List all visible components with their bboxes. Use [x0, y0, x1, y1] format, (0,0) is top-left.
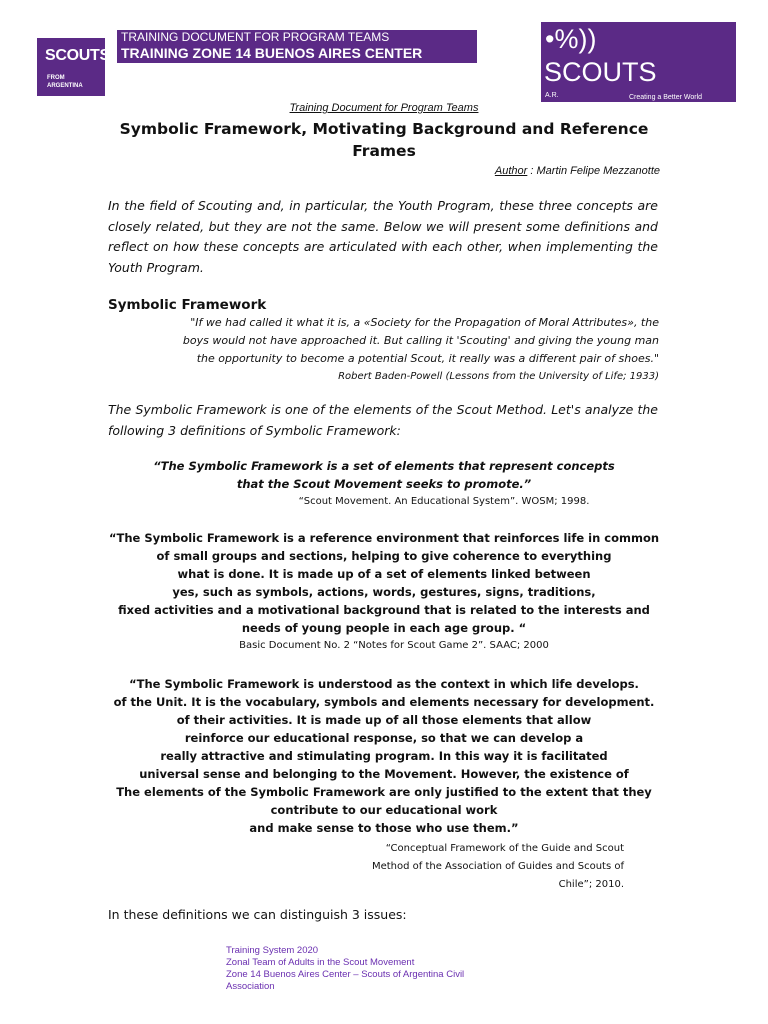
header-banner [117, 30, 477, 63]
definition-line: The elements of the Symbolic Framework are only justified to the extent that they [116, 785, 652, 799]
source-line: Method of the Association of Guides and Scouts of [371, 861, 624, 872]
definition-source: “Scout Movement. An Educational System”. WOSM; 1998. [298, 496, 590, 507]
author-separator: : [527, 165, 537, 177]
intro-paragraph: In the field of Scouting and, in particular, the Youth Program, these three concepts are closely related, but they are not the same. Below we will present some definitions and reflect on how these concepts are articulated with each other, when implementing the Youth Program. [108, 198, 658, 275]
quote-source: Robert Baden-Powell (Lessons from the University of Life; 1933) [338, 371, 659, 382]
definition-line: fixed activities and a motivational background that is related to the interests and [118, 603, 650, 617]
footer-line: Association [226, 981, 275, 992]
definition-line: of their activities. It is made up of all those elements that allow [176, 713, 592, 727]
definition-line: of small groups and sections, helping to give coherence to everything [156, 549, 612, 563]
logo-left-subtitle [47, 74, 83, 90]
issues-line: In these definitions we can distinguish 3 issues: [108, 907, 407, 922]
brand-symbol: •%)) [545, 24, 597, 54]
logo-left-line2: ARGENTINA [47, 83, 83, 89]
source-line: Chile”; 2010. [558, 879, 624, 890]
baden-powell-quote [108, 314, 659, 386]
definition-source [324, 840, 624, 894]
title-line1: Symbolic Framework, Motivating Background and Reference [119, 120, 649, 138]
definition-1 [80, 457, 688, 510]
method-paragraph: The Symbolic Framework is one of the elements of the Scout Method. Let's analyze the following 3 definitions of Symbolic Framework: [108, 402, 658, 438]
title-line2: Frames [352, 142, 416, 160]
source-line: “Conceptual Framework of the Guide and Scout [385, 843, 624, 854]
definition-line: that the Scout Movement seeks to promote.” [236, 477, 532, 491]
document-subtitle: Training Document for Program Teams [289, 102, 479, 114]
definition-line: universal sense and belonging to the Movement. However, the existence of [139, 767, 629, 781]
scouts-brand-logo [541, 22, 736, 102]
quote-line: "If we had called it what it is, a «Society for the Propagation of Moral Attributes», the [190, 316, 659, 329]
brand-word: SCOUTS [544, 57, 657, 87]
definition-line: yes, such as symbols, actions, words, gestures, signs, traditions, [172, 585, 596, 599]
quote-line: the opportunity to become a potential Scout, it really was a different pair of shoes." [196, 352, 659, 365]
definition-line: “The Symbolic Framework is a reference environment that reinforces life in common [108, 531, 660, 545]
footer-line: Zone 14 Buenos Aires Center – Scouts of Argentina Civil [226, 969, 465, 980]
page-footer [226, 945, 506, 993]
definition-line: what is done. It is made up of a set of elements linked between [177, 567, 591, 581]
logo-left-word: SCOUTS [45, 47, 110, 64]
footer-line: Zonal Team of Adults in the Scout Movement [226, 957, 415, 968]
section-heading: Symbolic Framework [108, 297, 267, 313]
document-title [108, 118, 660, 162]
definition-line: needs of young people in each age group. “ [241, 621, 527, 635]
logo-bar [33, 38, 37, 96]
brand-abbr: A.R. [545, 92, 559, 99]
scouts-argentina-logo [33, 38, 110, 96]
definition-3 [80, 675, 688, 890]
logo-left-line1: FROM [47, 75, 65, 81]
definition-line: reinforce our educational response, so that we can develop a [184, 731, 584, 745]
banner-line1: TRAINING DOCUMENT FOR PROGRAM TEAMS [121, 30, 390, 44]
definition-line: “The Symbolic Framework is a set of elements that represent concepts [153, 459, 615, 473]
definition-line: of the Unit. It is the vocabulary, symbols and elements necessary for development. [113, 695, 655, 709]
definition-line: contribute to our educational work [270, 803, 498, 817]
brand-tagline: Creating a Better World [629, 94, 703, 101]
author-label: Author [494, 165, 528, 177]
definition-line: really attractive and stimulating program. In this way it is facilitated [160, 749, 608, 763]
quote-line: boys would not have approached it. But calling it 'Scouting' and giving the young man [182, 334, 659, 347]
author-line [495, 164, 660, 178]
footer-line: Training System 2020 [226, 945, 319, 956]
definition-line: and make sense to those who use them.” [249, 821, 519, 835]
author-name: Martin Felipe Mezzanotte [536, 165, 660, 177]
banner-line2: TRAINING ZONE 14 BUENOS AIRES CENTER [121, 45, 423, 61]
definition-source: Basic Document No. 2 “Notes for Scout Game 2”. SAAC; 2000 [239, 640, 549, 651]
definition-line: “The Symbolic Framework is understood as the context in which life develops. [129, 677, 639, 691]
definition-2 [80, 529, 688, 654]
